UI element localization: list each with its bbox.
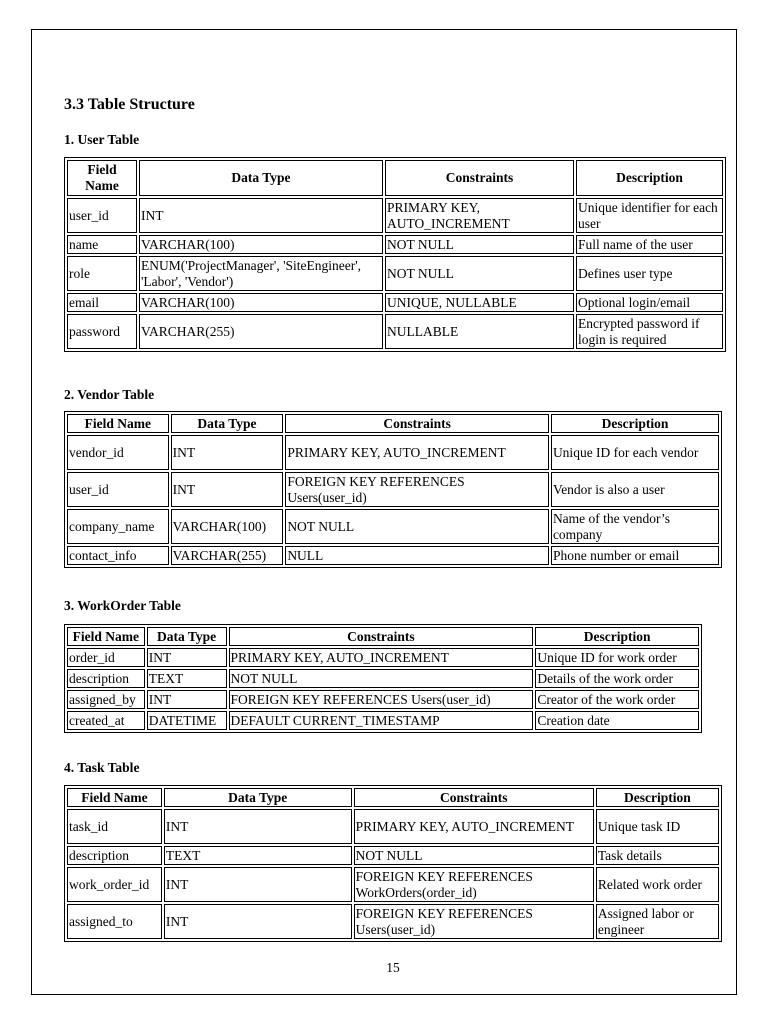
column-header-data-type: Data Type — [171, 414, 284, 433]
table-cell: ENUM('ProjectManager', 'SiteEngineer', 'Labor', 'Vendor') — [139, 256, 383, 291]
column-header-field-name: Field Name — [67, 627, 145, 646]
column-header-description: Description — [551, 414, 719, 433]
column-header-description: Description — [576, 160, 723, 196]
column-header-constraints: Constraints — [229, 627, 534, 646]
table-cell: description — [67, 846, 162, 865]
table-cell: name — [67, 235, 137, 254]
table-cell: Unique ID for work order — [535, 648, 699, 667]
table-cell: NOT NULL — [354, 846, 594, 865]
table-cell: created_at — [67, 711, 145, 730]
table-cell: FOREIGN KEY REFERENCES Users(user_id) — [354, 904, 594, 939]
table-cell: NOT NULL — [229, 669, 534, 688]
table-row — [67, 293, 723, 312]
table-header-row — [67, 414, 719, 433]
table-cell: NOT NULL — [285, 509, 549, 544]
table-row — [67, 509, 719, 544]
table-row — [67, 809, 719, 844]
table-cell: PRIMARY KEY, AUTO_INCREMENT — [354, 809, 594, 844]
table-cell: PRIMARY KEY, AUTO_INCREMENT — [285, 435, 549, 470]
table-cell: VARCHAR(100) — [139, 293, 383, 312]
column-header-field-name: Field Name — [67, 414, 169, 433]
vendor-table-title: 2. Vendor Table — [64, 387, 155, 402]
table-row — [67, 846, 719, 865]
table-cell: company_name — [67, 509, 169, 544]
table-cell: INT — [164, 867, 352, 902]
column-header-data-type: Data Type — [147, 627, 227, 646]
column-header-field-name: Field Name — [67, 160, 137, 196]
table-row — [67, 904, 719, 939]
table-cell: vendor_id — [67, 435, 169, 470]
column-header-constraints: Constraints — [354, 788, 594, 807]
table-cell: UNIQUE, NULLABLE — [385, 293, 574, 312]
table-cell: FOREIGN KEY REFERENCES Users(user_id) — [285, 472, 549, 507]
table-cell: INT — [147, 690, 227, 709]
table-cell: TEXT — [164, 846, 352, 865]
column-header-constraints: Constraints — [385, 160, 574, 196]
table-cell: email — [67, 293, 137, 312]
workorder-table-title: 3. WorkOrder Table — [64, 598, 181, 613]
table-cell: TEXT — [147, 669, 227, 688]
table-header-row — [67, 160, 723, 196]
workorder-table — [64, 624, 702, 733]
column-header-data-type: Data Type — [139, 160, 383, 196]
table-cell: Full name of the user — [576, 235, 723, 254]
table-row — [67, 711, 699, 730]
table-row — [67, 435, 719, 470]
table-row — [67, 472, 719, 507]
table-cell: contact_info — [67, 546, 169, 565]
table-cell: Name of the vendor’s company — [551, 509, 719, 544]
table-cell: NOT NULL — [385, 256, 574, 291]
table-cell: INT — [164, 904, 352, 939]
column-header-description: Description — [535, 627, 699, 646]
table-cell: Optional login/email — [576, 293, 723, 312]
table-cell: VARCHAR(255) — [171, 546, 284, 565]
table-cell: user_id — [67, 198, 137, 233]
table-cell: Creator of the work order — [535, 690, 699, 709]
table-cell: VARCHAR(255) — [139, 314, 383, 349]
table-cell: Task details — [596, 846, 719, 865]
table-cell: role — [67, 256, 137, 291]
section-title: 3.3 Table Structure — [64, 96, 195, 113]
table-cell: INT — [164, 809, 352, 844]
table-cell: Phone number or email — [551, 546, 719, 565]
table-cell: NULLABLE — [385, 314, 574, 349]
table-cell: Unique task ID — [596, 809, 719, 844]
table-cell: assigned_to — [67, 904, 162, 939]
table-cell: FOREIGN KEY REFERENCES Users(user_id) — [229, 690, 534, 709]
table-cell: Assigned labor or engineer — [596, 904, 719, 939]
table-cell: password — [67, 314, 137, 349]
table-row — [67, 648, 699, 667]
table-cell: INT — [171, 435, 284, 470]
table-cell: FOREIGN KEY REFERENCES WorkOrders(order_id) — [354, 867, 594, 902]
table-cell: description — [67, 669, 145, 688]
table-row — [67, 235, 723, 254]
table-cell: assigned_by — [67, 690, 145, 709]
table-cell: work_order_id — [67, 867, 162, 902]
table-cell: task_id — [67, 809, 162, 844]
table-cell: INT — [171, 472, 284, 507]
table-cell: Unique identifier for each user — [576, 198, 723, 233]
table-row — [67, 198, 723, 233]
table-cell: Creation date — [535, 711, 699, 730]
column-header-description: Description — [596, 788, 719, 807]
table-cell: Encrypted password if login is required — [576, 314, 723, 349]
table-row — [67, 867, 719, 902]
table-cell: NOT NULL — [385, 235, 574, 254]
column-header-field-name: Field Name — [67, 788, 162, 807]
table-row — [67, 256, 723, 291]
table-cell: Details of the work order — [535, 669, 699, 688]
user-table-title: 1. User Table — [64, 132, 140, 147]
table-cell: VARCHAR(100) — [139, 235, 383, 254]
vendor-table — [64, 411, 722, 568]
table-cell: DATETIME — [147, 711, 227, 730]
table-cell: PRIMARY KEY, AUTO_INCREMENT — [385, 198, 574, 233]
table-cell: user_id — [67, 472, 169, 507]
table-row — [67, 546, 719, 565]
table-cell: order_id — [67, 648, 145, 667]
table-cell: Related work order — [596, 867, 719, 902]
table-cell: Unique ID for each vendor — [551, 435, 719, 470]
table-cell: PRIMARY KEY, AUTO_INCREMENT — [229, 648, 534, 667]
task-table-title: 4. Task Table — [64, 760, 140, 775]
column-header-data-type: Data Type — [164, 788, 352, 807]
task-table — [64, 785, 722, 942]
table-cell: Defines user type — [576, 256, 723, 291]
table-cell: DEFAULT CURRENT_TIMESTAMP — [229, 711, 534, 730]
column-header-constraints: Constraints — [285, 414, 549, 433]
table-row — [67, 314, 723, 349]
table-row — [67, 690, 699, 709]
table-cell: NULL — [285, 546, 549, 565]
table-cell: INT — [147, 648, 227, 667]
page-number: 15 — [386, 960, 400, 975]
table-header-row — [67, 627, 699, 646]
table-cell: Vendor is also a user — [551, 472, 719, 507]
user-table — [64, 157, 726, 352]
table-header-row — [67, 788, 719, 807]
table-cell: INT — [139, 198, 383, 233]
table-cell: VARCHAR(100) — [171, 509, 284, 544]
table-row — [67, 669, 699, 688]
